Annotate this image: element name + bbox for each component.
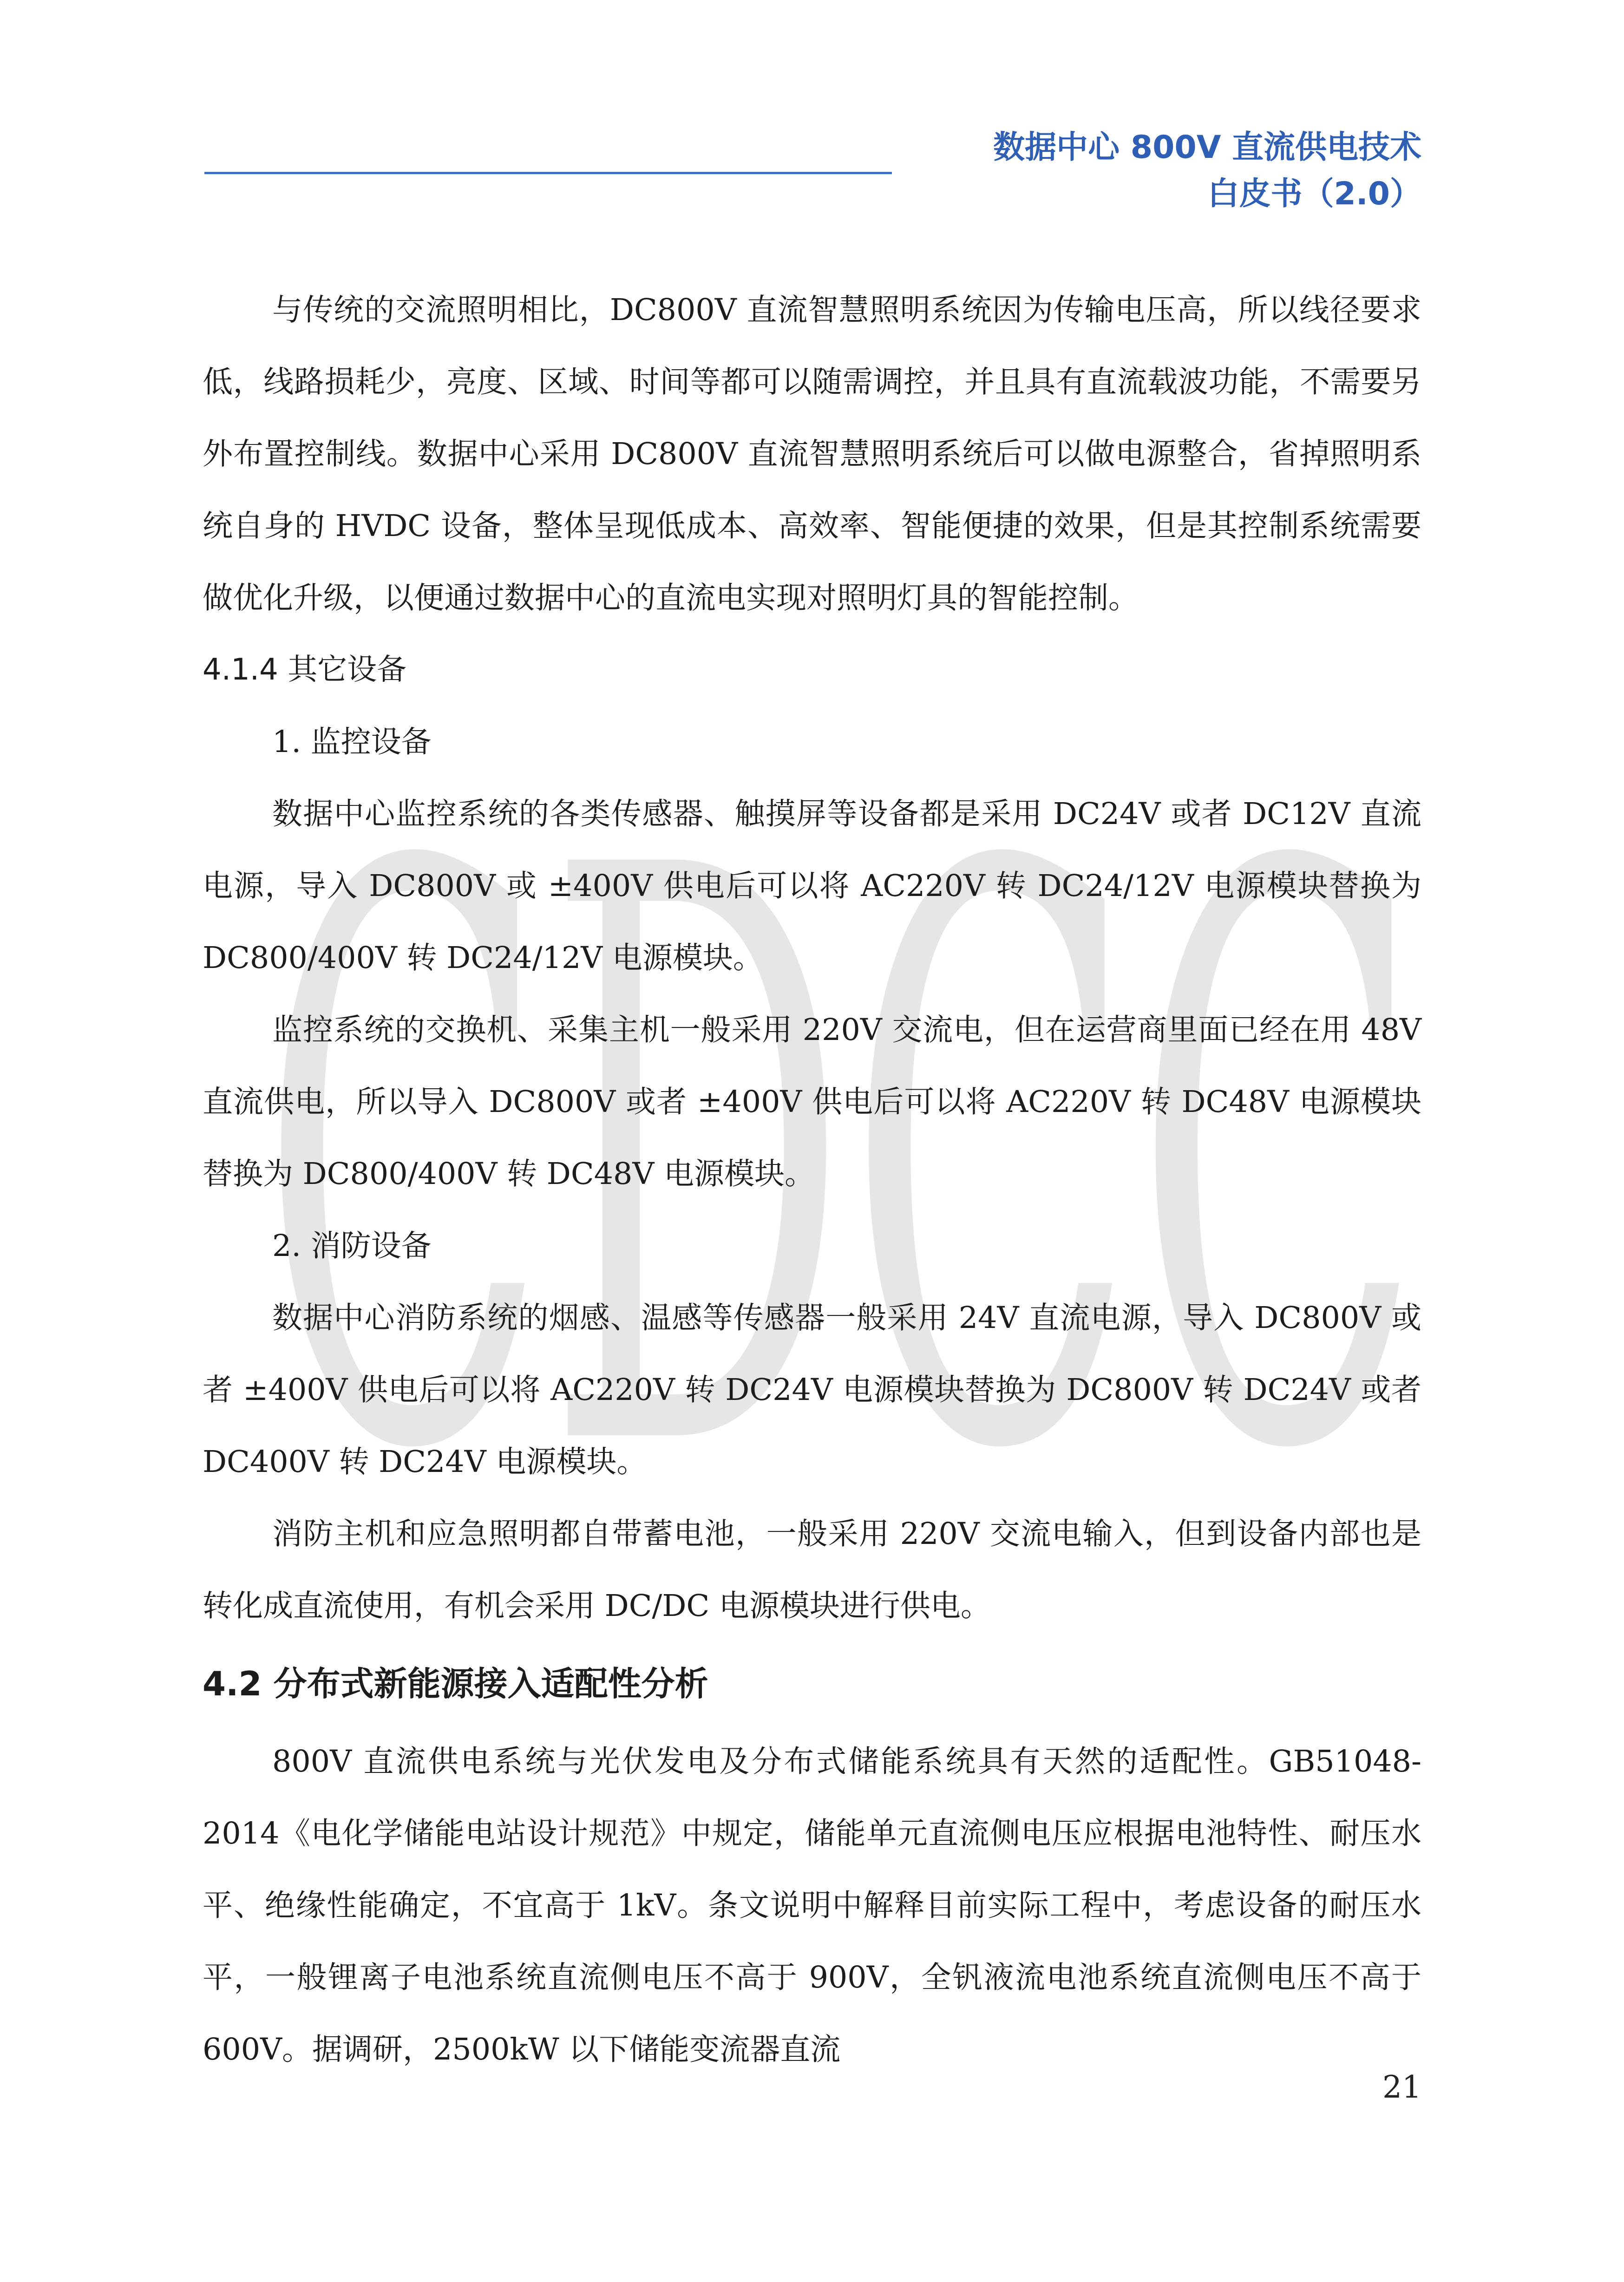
header-rule: [204, 172, 892, 174]
paragraph-monitoring-2: 监控系统的交换机、采集主机一般采用 220V 交流电，但在运营商里面已经在用 48V 直流供电，所以导入 DC800V 或者 ±400V 供电后可以将 AC220V 转 DC48V 电源模块替换为 DC800/400V 转 DC48V 电源模块。: [203, 1013, 1421, 1191]
section-heading-4-1-4: 4.1.4 其它设备: [203, 653, 407, 687]
paragraph-monitoring-1: 数据中心监控系统的各类传感器、触摸屏等设备都是采用 DC24V 或者 DC12V 直流电源，导入 DC800V 或 ±400V 供电后可以将 AC220V 转 DC24/12V 电源模块替换为 DC800/400V 转 DC24/12V 电源模块。: [203, 797, 1421, 975]
paragraph-distributed-energy: 800V 直流供电系统与光伏发电及分布式储能系统具有天然的适配性。GB51048-2014《电化学储能电站设计规范》中规定，储能单元直流侧电压应根据电池特性、耐压水平、绝缘性能确定，不宜高于 1kV。条文说明中解释目前实际工程中，考虑设备的耐压水平，一般锂离子电池系统直流侧电压不高于 900V，全钒液流电池系统直流侧电压不高于 600V。据调研，2500kW 以下储能变流器直流: [203, 1744, 1421, 2067]
main-content: [203, 274, 1421, 2086]
paragraph-fire-1: 数据中心消防系统的烟感、温感等传感器一般采用 24V 直流电源，导入 DC800V 或者 ±400V 供电后可以将 AC220V 转 DC24V 电源模块替换为 DC800V 转 DC24V 或者 DC400V 转 DC24V 电源模块。: [203, 1301, 1421, 1479]
section-heading-4-2: 4.2 分布式新能源接入适配性分析: [203, 1664, 708, 1703]
paragraph-lighting: 与传统的交流照明相比，DC800V 直流智慧照明系统因为传输电压高，所以线径要求低，线路损耗少，亮度、区域、时间等都可以随需调控，并且具有直流载波功能，不需要另外布置控制线。数据中心采用 DC800V 直流智慧照明系统后可以做电源整合，省掉照明系统自身的 HVDC 设备，整体呈现低成本、高效率、智能便捷的效果，但是其控制系统需要做优化升级，以便通过数据中心的直流电实现对照明灯具的智能控制。: [203, 293, 1421, 615]
item-title-fire: 2. 消防设备: [272, 1229, 432, 1263]
paragraph-fire-2: 消防主机和应急照明都自带蓄电池，一般采用 220V 交流电输入，但到设备内部也是转化成直流使用，有机会采用 DC/DC 电源模块进行供电。: [203, 1517, 1421, 1623]
header-title-line1: 数据中心 800V 直流供电技术: [993, 129, 1421, 166]
item-title-monitoring: 1. 监控设备: [272, 725, 432, 759]
header-title-line2: 白皮书（2.0）: [1207, 176, 1421, 212]
header-title: [993, 124, 1421, 217]
page-number: 21: [1382, 2069, 1421, 2105]
watermark-text: CDCC: [260, 702, 1421, 1505]
